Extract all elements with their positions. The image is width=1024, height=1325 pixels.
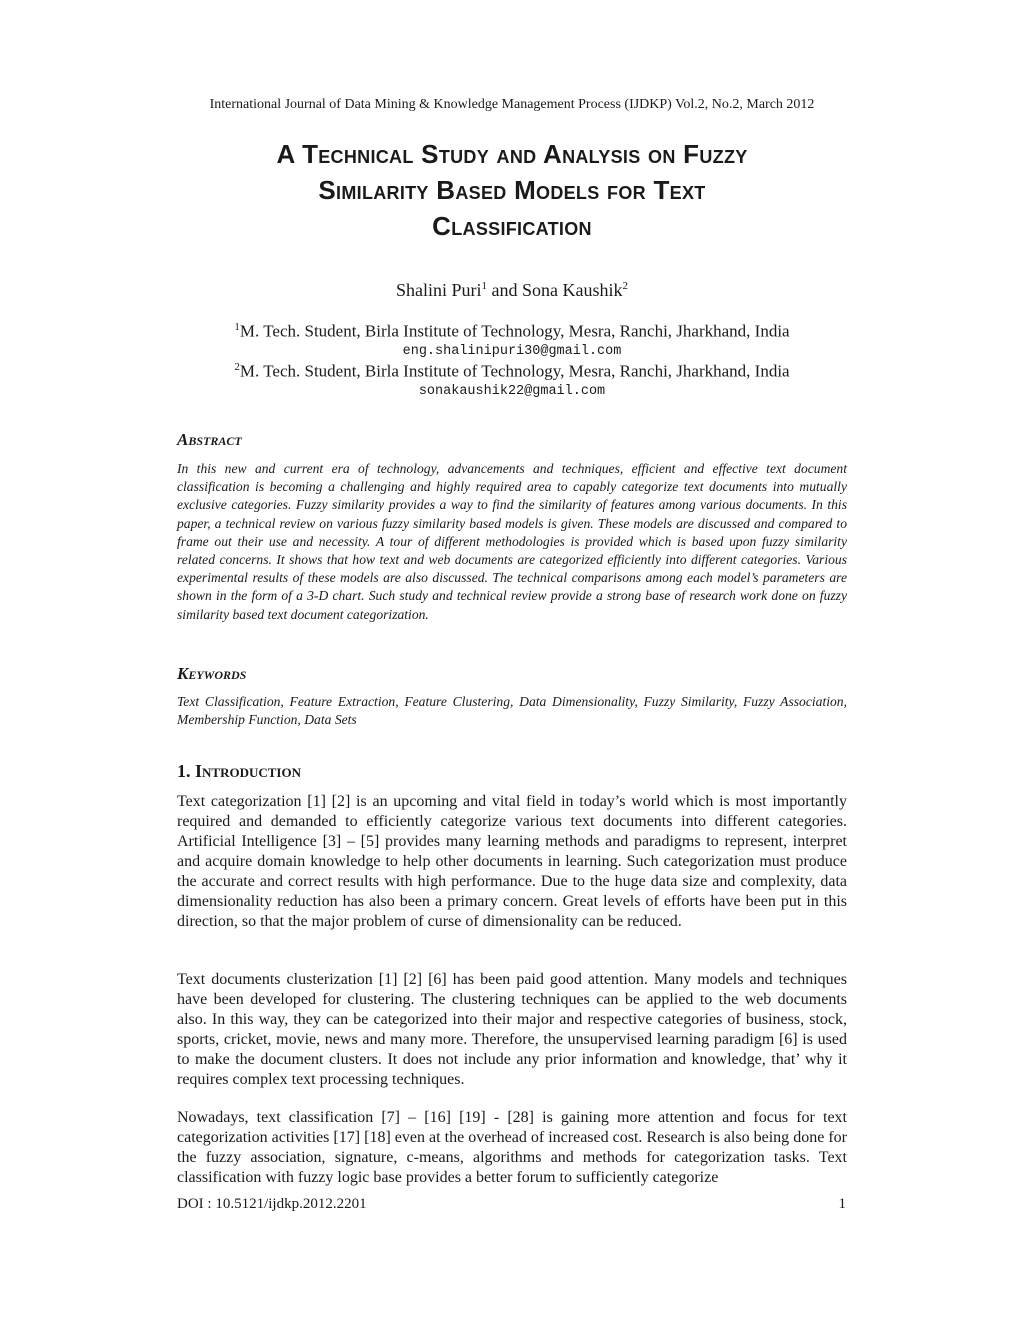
page-number: 1 <box>838 1196 846 1212</box>
affiliation-text: M. Tech. Student, Birla Institute of Technology, Mesra, Ranchi, Jharkhand, India <box>239 321 790 341</box>
affiliation-text: M. Tech. Student, Birla Institute of Technology, Mesra, Ranchi, Jharkhand, India <box>239 361 790 381</box>
body-paragraph: Text categorization [1] [2] is an upcoming and vital field in today’s world which is most importantly required and demanded to efficiently categorize various text documents into different categories. Artificial Intelligence [3] – [5] provides many learning methods and paradigms to represent, interpret and acquire domain knowledge to help other documents in learning. Such categorization must produce the accurate and correct results with high performance. Due to the huge data size and complexity, data dimensionality reduction has also been a primary concern. Great levels of efforts have been put in this direction, so that the major problem of curse of dimensionality can be reduced. <box>177 793 847 930</box>
author-name: Sona Kaushik <box>522 280 623 300</box>
introduction-heading: 1. Introduction <box>177 761 301 781</box>
body-paragraph: Text documents clusterization [1] [2] [6] has been paid good attention. Many models and techniques have been developed for clustering. The clustering techniques can be applied to the web documents also. In this way, they can be categorized into their major and respective categories of business, stock, sports, cricket, movie, news and many more. Therefore, the unsupervised learning paradigm [6] is used to make the document clusters. It does not include any prior information and knowledge, that’ why it requires complex text processing techniques. <box>177 971 847 1088</box>
journal-header: International Journal of Data Mining & Knowledge Management Process (IJDKP) Vol.2, No.2, March 2012 <box>209 97 815 112</box>
author-line <box>0 280 1024 301</box>
title-line: A Technical Study and Analysis on Fuzzy <box>276 139 748 169</box>
affiliation-superscript: 1 <box>234 321 240 333</box>
abstract-text: In this new and current era of technology, advancements and techniques, efficient and effective text document classification is becoming a challenging and highly required area to capably categorize text documents into mutually exclusive categories. Fuzzy similarity provides a way to find the similarity of features among various documents. In this paper, a technical review on various fuzzy similarity based models is given. These models are discussed and compared to frame out their use and necessity. A tour of different methodologies is provided which is based upon fuzzy similarity related concerns. It shows that how text and web documents are categorized efficiently into different categories. Various experimental results of these models are also discussed. The technical comparisons among each model’s parameters are shown in the form of a 3-D chart. Such study and technical review provide a strong base of research work done on fuzzy similarity based text document categorization. <box>177 461 847 622</box>
author-conjunction: and <box>487 280 522 300</box>
author-name: Shalini Puri <box>395 280 482 300</box>
keywords-heading: Keywords <box>177 664 247 683</box>
title-line: Similarity Based Models for Text <box>318 175 706 205</box>
title-line: Classification <box>432 211 592 241</box>
affiliation <box>0 321 1024 342</box>
affiliation <box>0 361 1024 382</box>
affiliation-superscript: 2 <box>234 361 240 373</box>
abstract-heading: Abstract <box>177 430 242 449</box>
author-email: sonakaushik22@gmail.com <box>418 384 606 399</box>
body-paragraph: Nowadays, text classification [7] – [16] [19] - [28] is gaining more attention and focus for text categorization activities [17] [18] even at the overhead of increased cost. Research is also being done for the fuzzy association, signature, c-means, algorithms and methods for categorization tasks. Text classification with fuzzy logic base provides a better forum to sufficiently categorize <box>177 1109 847 1186</box>
author-superscript: 2 <box>622 280 628 292</box>
author-email: eng.shalinipuri30@gmail.com <box>402 344 622 359</box>
doi-footer: DOI : 10.5121/ijdkp.2012.2201 <box>177 1196 367 1212</box>
author-superscript: 1 <box>481 280 487 292</box>
keywords-text: Text Classification, Feature Extraction, Feature Clustering, Data Dimensionality, Fuzzy Similarity, Fuzzy Association, Membership Function, Data Sets <box>177 694 847 728</box>
paper-title <box>140 136 884 244</box>
